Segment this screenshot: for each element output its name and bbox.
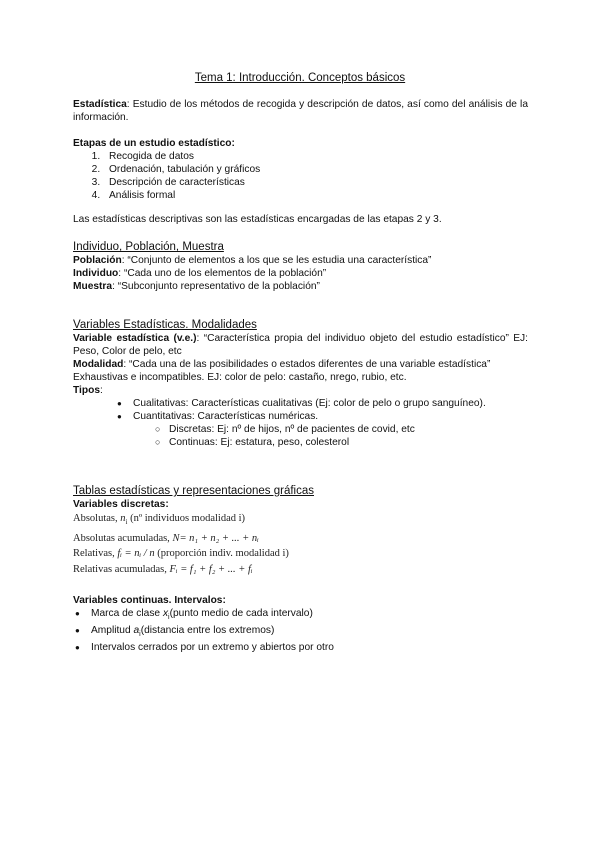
formula-symbol: n bbox=[120, 513, 126, 524]
list-item: 4. Análisis formal bbox=[103, 189, 528, 202]
formula-expression: = n₁ + n₂ + ... + nᵢ bbox=[179, 532, 259, 544]
estadistica-text: : Estudio de los métodos de recogida y descripción de datos, así como del análisis de la información. bbox=[73, 99, 528, 123]
poblacion-term: Población bbox=[73, 255, 122, 266]
tipos-colon: : bbox=[99, 385, 103, 396]
list-item: 1. Recogida de datos bbox=[103, 150, 528, 163]
tablas-heading: Tablas estadísticas y representaciones gráficas bbox=[73, 485, 314, 497]
formula-symbol: N bbox=[172, 532, 180, 544]
variables-heading: Variables Estadísticas. Modalidades bbox=[73, 319, 257, 331]
poblacion-def: : “Conjunto de elementos a los que se les estudia una característica” bbox=[121, 255, 432, 266]
individuo-heading: Individuo, Población, Muestra bbox=[73, 241, 224, 253]
amplitud-subscript: i bbox=[139, 631, 141, 639]
formula-relativas bbox=[73, 546, 528, 562]
formula-absolutas-acumuladas bbox=[73, 531, 528, 547]
muestra-term: Muestra bbox=[73, 281, 113, 292]
tipos-label: Tipos bbox=[73, 385, 100, 396]
list-item: ○ Discretas: Ej: nº de hijos, nº de pacientes de covid, etc bbox=[169, 423, 528, 436]
modalidad-line bbox=[73, 358, 528, 384]
variables-section bbox=[73, 318, 528, 449]
etapas-heading: Etapas de un estudio estadístico: bbox=[73, 138, 235, 149]
formula-label: Absolutas, bbox=[73, 513, 118, 524]
formula-absolutas bbox=[73, 511, 528, 531]
individuo-def: : “Cada uno de los elementos de la población” bbox=[118, 268, 327, 279]
marca-subscript: i bbox=[168, 614, 170, 622]
cuantitativas-text: Cuantitativas: Características numéricas. bbox=[133, 411, 319, 422]
ve-line bbox=[73, 332, 528, 358]
descriptivas-text: Las estadísticas descriptivas son las estadísticas encargadas de las etapas 2 y 3. bbox=[73, 214, 442, 225]
individuo-term: Individuo bbox=[73, 268, 119, 279]
list-item bbox=[91, 607, 528, 624]
cuantitativas-sublist bbox=[133, 423, 528, 449]
tipos-list bbox=[73, 397, 528, 449]
etapas-list bbox=[73, 150, 528, 202]
formula-expression: fᵢ = nᵢ / n bbox=[117, 548, 155, 560]
individuo-line bbox=[73, 267, 528, 280]
list-item: ● Intervalos cerrados por un extremo y abiertos por otro bbox=[91, 641, 528, 654]
modalidad-def: : “Cada una de las posibilidades o estados diferentes de una variable estadística” Exhaustivas e incompatibles. EJ: color de pelo: castaño, nrego, rubio, etc. bbox=[73, 359, 491, 383]
continuas-section bbox=[73, 594, 528, 654]
formula-subscript: i bbox=[125, 518, 128, 527]
poblacion-line bbox=[73, 254, 528, 267]
amplitud-symbol: a bbox=[133, 625, 140, 637]
ve-def: : “Característica propia del individuo objeto del estudio estadístico” EJ: Peso, Color de pelo, etc bbox=[73, 333, 528, 357]
estadistica-term: Estadística bbox=[73, 99, 127, 110]
ve-term: Variable estadística (v.e.) bbox=[73, 333, 197, 344]
list-item bbox=[91, 624, 528, 641]
continuas-heading: Variables continuas. Intervalos: bbox=[73, 595, 226, 606]
etapas-section bbox=[73, 137, 528, 202]
marca-symbol: x bbox=[162, 608, 169, 619]
amplitud-desc: (distancia entre los extremos) bbox=[140, 625, 275, 637]
formula-expression: Fᵢ = f₁ + f₂ + ... + fᵢ bbox=[169, 563, 253, 575]
list-item bbox=[133, 410, 528, 449]
estadistica-definition bbox=[73, 98, 528, 124]
individuo-section bbox=[73, 240, 528, 293]
discretas-heading: Variables discretas: bbox=[73, 499, 169, 510]
page-title: Tema 1: Introducción. Conceptos básicos bbox=[194, 72, 406, 84]
list-item: 2. Ordenación, tabulación y gráficos bbox=[103, 163, 528, 176]
formula-desc: (proporción indiv. modalidad i) bbox=[157, 548, 289, 560]
list-item: ● Cualitativas: Características cualitativas (Ej: color de pelo o grupo sanguíneo). bbox=[133, 397, 528, 410]
formula-relativas-acumuladas bbox=[73, 562, 528, 578]
marca-desc: (punto medio de cada intervalo) bbox=[169, 608, 313, 619]
formula-desc: (nº individuos modalidad i) bbox=[130, 513, 246, 524]
modalidad-term: Modalidad bbox=[73, 359, 124, 370]
tablas-section bbox=[73, 484, 528, 577]
continuas-list bbox=[73, 607, 528, 654]
list-item: 3. Descripción de características bbox=[103, 176, 528, 189]
muestra-line bbox=[73, 280, 528, 293]
list-item: ○ Continuas: Ej: estatura, peso, colesterol bbox=[169, 436, 528, 449]
muestra-def: : “Subconjunto representativo de la población” bbox=[112, 281, 320, 292]
formula-label: Absolutas acumuladas, bbox=[73, 532, 170, 544]
marca-label: Marca de clase bbox=[91, 608, 161, 619]
tipos-line bbox=[73, 384, 528, 397]
amplitud-label: Amplitud bbox=[91, 625, 131, 637]
formula-label: Relativas, bbox=[73, 548, 115, 560]
formula-label: Relativas acumuladas, bbox=[73, 563, 167, 575]
